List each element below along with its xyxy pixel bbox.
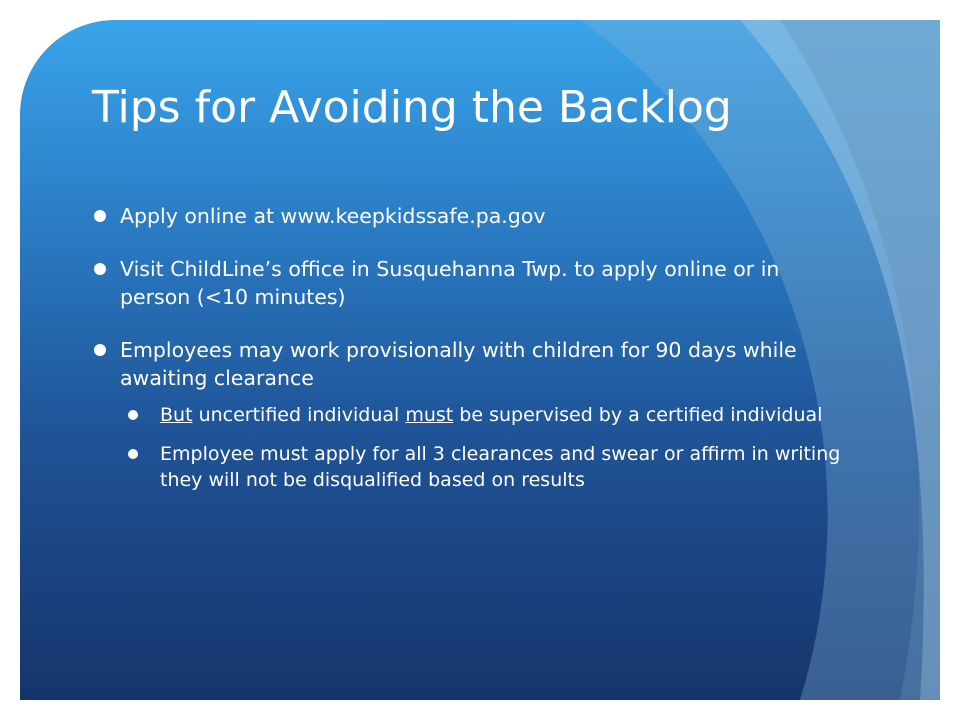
sub-bullet-item	[128, 402, 854, 428]
sub-bullet-dot-icon	[128, 410, 138, 420]
bullet-list	[94, 202, 854, 518]
slide-title: Tips for Avoiding the Backlog	[92, 82, 732, 133]
bullet-text: Visit ChildLine’s office in Susquehanna Twp. to apply online or in person (<10 minutes)	[120, 257, 780, 309]
bullet-text: Employees may work provisionally with children for 90 days while awaiting clearance	[120, 338, 797, 390]
bullet-text: Apply online at www.keepkidssafe.pa.gov	[120, 204, 546, 228]
sub-bullet-text: uncertified individual	[192, 404, 406, 426]
sub-bullet-dot-icon	[128, 449, 138, 459]
bullet-item	[94, 255, 854, 311]
sub-bullet-text: be supervised by a certified individual	[453, 404, 823, 426]
bullet-item	[94, 336, 854, 493]
emphasis-but: But	[160, 404, 193, 426]
sub-bullet-text: Employee must apply for all 3 clearances and swear or affirm in writing they will not be disqualified based on results	[160, 443, 841, 491]
bullet-item	[94, 202, 854, 230]
emphasis-must: must	[405, 404, 454, 426]
bullet-dot-icon	[94, 263, 106, 275]
sub-bullet-item	[128, 441, 854, 493]
sub-bullet-list	[120, 402, 854, 493]
bullet-dot-icon	[94, 210, 106, 222]
bullet-dot-icon	[94, 344, 106, 356]
slide-panel	[20, 20, 940, 700]
